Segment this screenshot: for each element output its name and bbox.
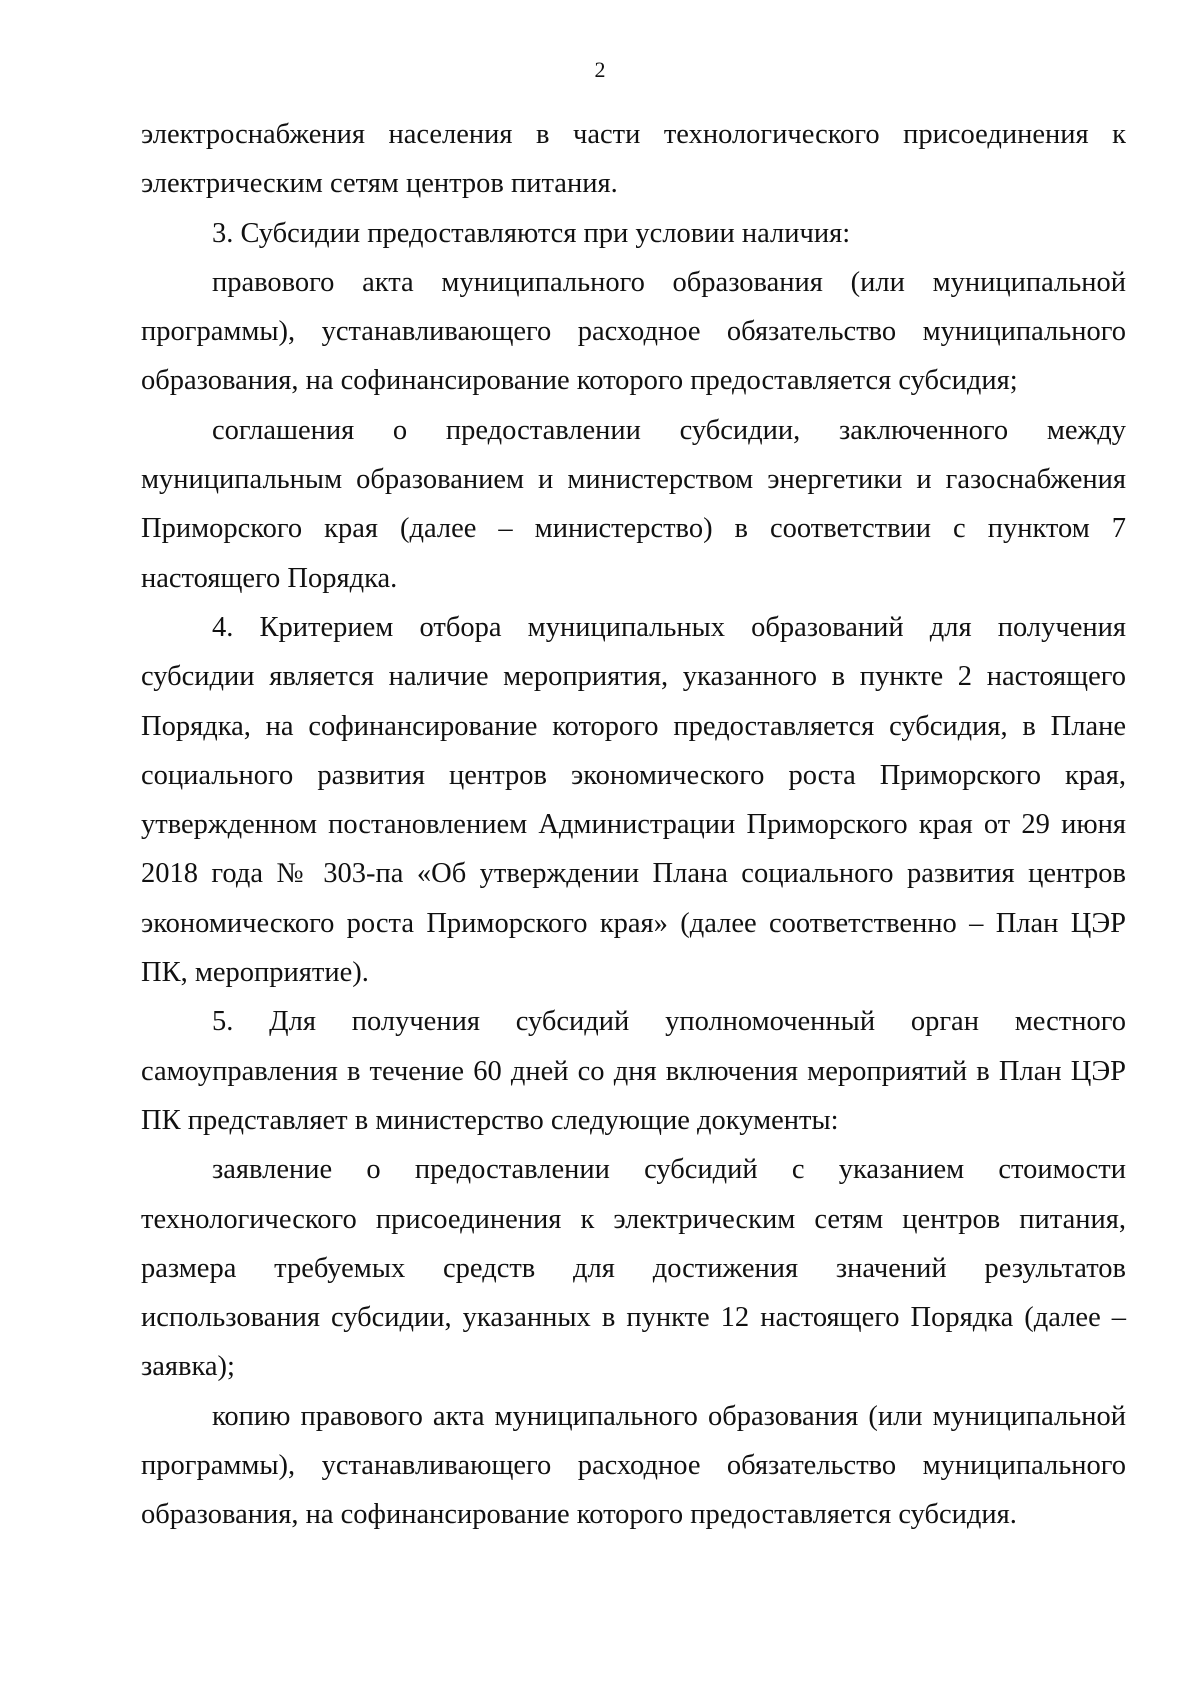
paragraph-continuation: электроснабжения населения в части технологического присоединения к электрическим сетям центров питания. xyxy=(141,119,1126,200)
paragraph-item-3: 3. Субсидии предоставляются при условии наличия: xyxy=(212,217,851,249)
paragraph-legal-act: правового акта муниципального образования (или муниципальной программы), устанавливающего расходное обязательство муниципального образования, на софинансирование которого предоставляется субсидия; xyxy=(141,266,1126,397)
paragraph-item-5: 5. Для получения субсидий уполномоченный орган местного самоуправления в течение 60 дней со дня включения мероприятий в План ЦЭР ПК представляет в министерство следующие документы: xyxy=(141,1006,1126,1136)
paragraph-application: заявление о предоставлении субсидий с указанием стоимости технологического присоединения к электрическим сетям центров питания, размера требуемых средств для достижения значений результатов использования субсидии, указанных в пункте 12 настоящего Порядка (далее – заявка); xyxy=(141,1154,1126,1383)
page-number: 2 xyxy=(594,57,606,82)
paragraph-agreement: соглашения о предоставлении субсидии, заключенного между муниципальным образованием и министерством энергетики и газоснабжения Приморского края (далее – министерство) в соответствии с пунктом 7 настоящего Порядка. xyxy=(141,414,1126,594)
paragraph-legal-act-copy: копию правового акта муниципального образования (или муниципальной программы), устанавливающего расходное обязательство муниципального образования, на софинансирование которого предоставляется субсидия. xyxy=(141,1400,1126,1531)
document-body xyxy=(141,110,1126,1540)
paragraph-item-4: 4. Критерием отбора муниципальных образований для получения субсидии является наличие мероприятия, указанного в пункте 2 настоящего Порядка, на софинансирование которого предоставляется субсидия, в Плане социального развития центров экономического роста Приморского края, утвержденном постановлением Администрации Приморского края от 29 июня 2018 года № 303-па «Об утверждении Плана социального развития центров экономического роста Приморского края» (далее соответственно – План ЦЭР ПК, мероприятие). xyxy=(141,611,1126,989)
